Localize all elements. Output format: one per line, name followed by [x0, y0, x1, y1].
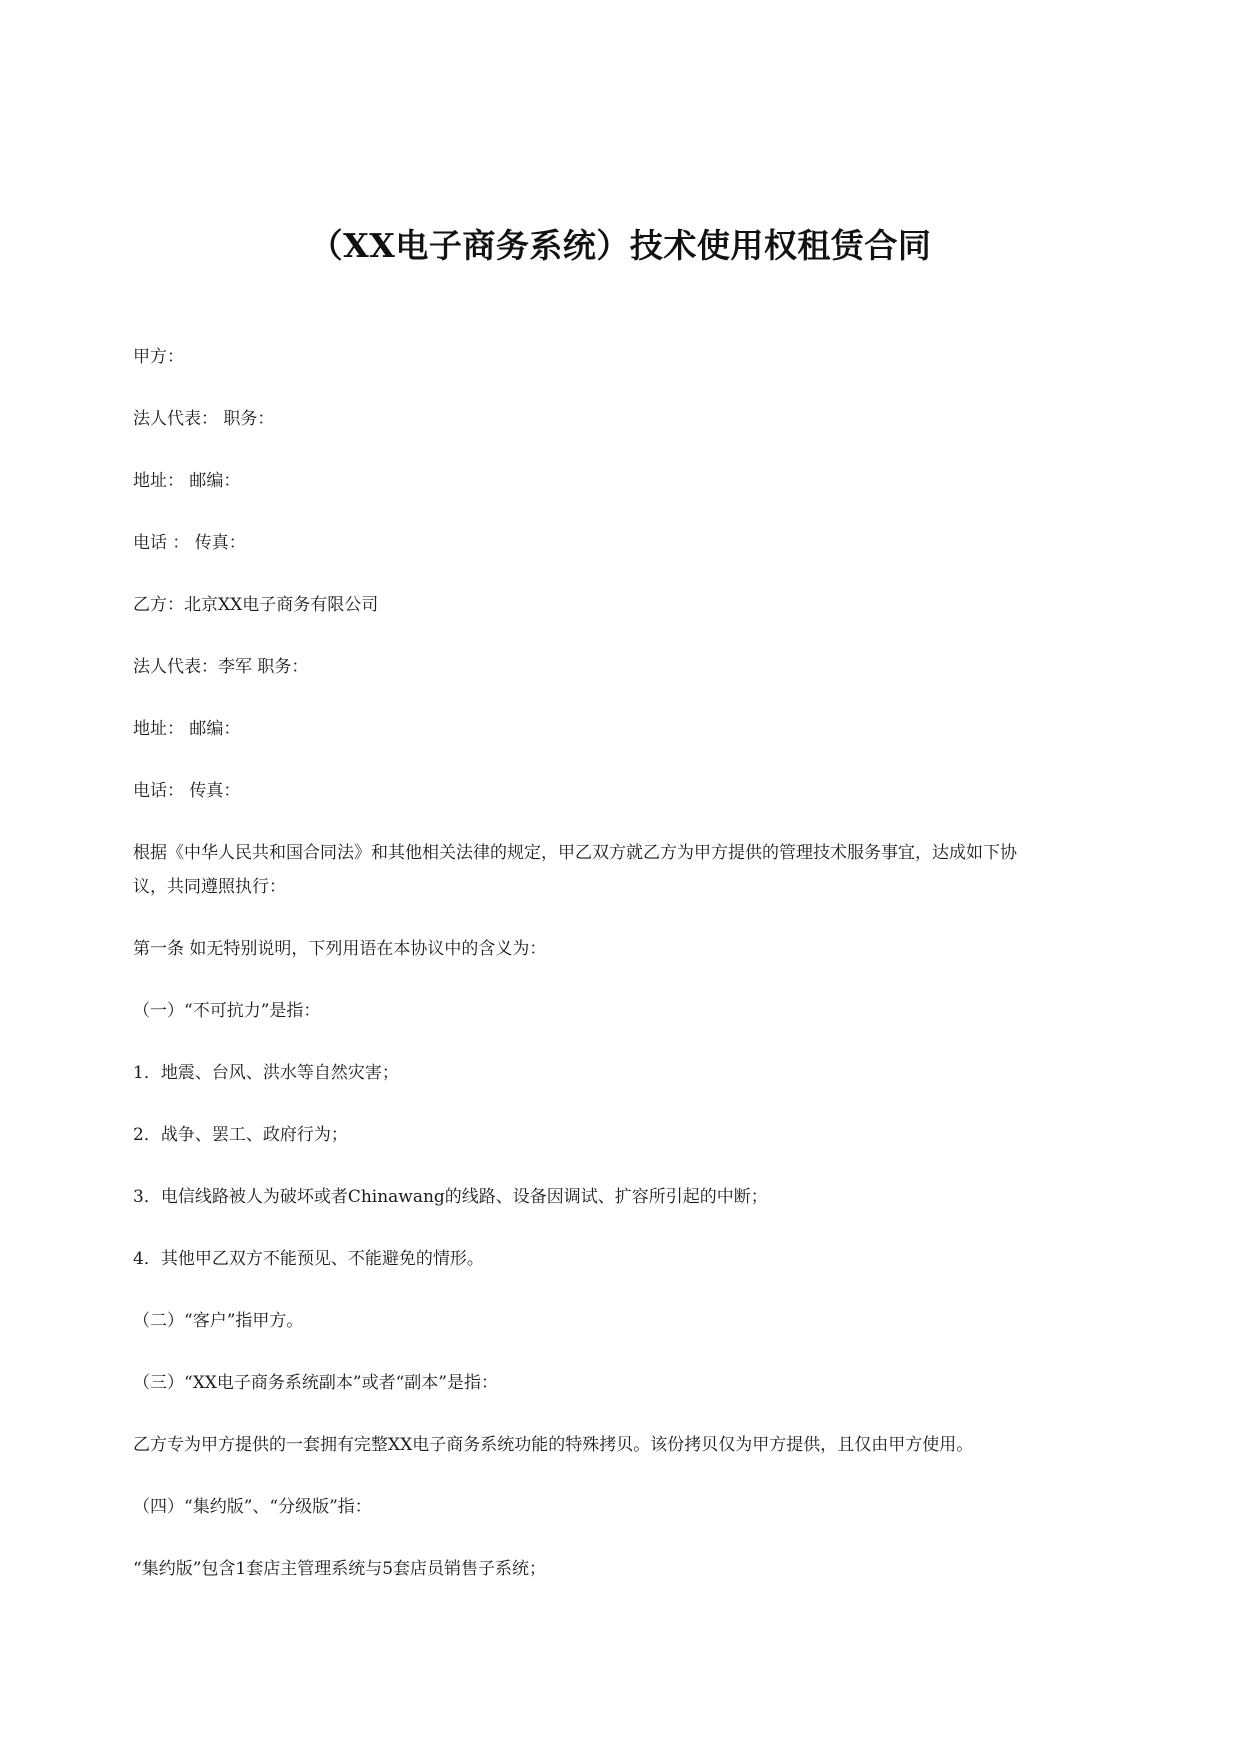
clause-item-2: 2．战争、罢工、政府行为；	[133, 1125, 348, 1145]
party-b-address: 地址： 邮编：	[133, 719, 241, 739]
party-b-name: 乙方：北京XX电子商务有限公司	[133, 595, 379, 615]
clause-item-3: 3．电信线路被人为破坏或者Chinawang的线路、设备因调试、扩容所引起的中断；	[133, 1187, 768, 1207]
clause-editions: （四）“集约版”、“分级版”指：	[133, 1497, 372, 1517]
clause-item-4: 4．其他甲乙双方不能预见、不能避免的情形。	[133, 1249, 484, 1269]
party-b-phone: 电话： 传真：	[133, 781, 241, 801]
clause-force-majeure: （一）“不可抗力”是指：	[133, 1001, 321, 1021]
clause-copy: （三）“XX电子商务系统副本”或者“副本”是指：	[133, 1373, 498, 1393]
party-a-phone: 电话 ： 传真：	[133, 533, 246, 553]
clause-customer: （二）“客户”指甲方。	[133, 1311, 304, 1331]
clause-intensive-edition: “集约版”包含1套店主管理系统与5套店员销售子系统；	[133, 1559, 547, 1579]
party-b-legal-rep: 法人代表：李军 职务：	[133, 657, 309, 677]
party-a-name: 甲方：	[133, 347, 184, 367]
clause-copy-definition: 乙方专为甲方提供的一套拥有完整XX电子商务系统功能的特殊拷贝。该份拷贝仅为甲方提供，且仅由甲方使用。	[133, 1435, 974, 1455]
clause-item-1: 1．地震、台风、洪水等自然灾害；	[133, 1063, 399, 1083]
party-a-address: 地址： 邮编：	[133, 471, 241, 491]
article-1-heading: 第一条 如无特别说明，下列用语在本协议中的含义为：	[133, 939, 547, 959]
document-title: （XX电子商务系统）技术使用权租赁合同	[309, 226, 932, 265]
preamble-line-1: 根据《中华人民共和国合同法》和其他相关法律的规定，甲乙双方就乙方为甲方提供的管理技术服务事宜，达成如下协	[133, 843, 1017, 863]
party-a-legal-rep: 法人代表： 职务：	[133, 409, 275, 429]
preamble-line-2: 议，共同遵照执行：	[133, 877, 286, 897]
